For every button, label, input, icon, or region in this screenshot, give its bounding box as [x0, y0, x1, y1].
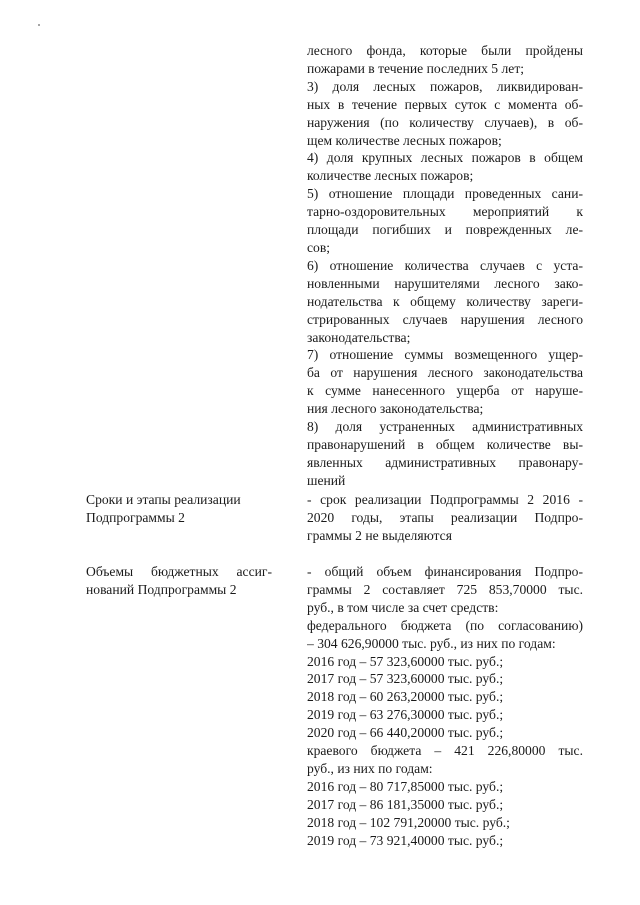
indicator-text-line: стрированных случаев нарушения лесного — [307, 311, 583, 327]
indicator-text-line: нодательства к общему количеству зареги- — [307, 293, 583, 309]
timing-label-line: Подпрограммы 2 — [86, 509, 185, 525]
timing-label-line: Сроки и этапы реализации — [86, 492, 241, 507]
budget-label — [86, 563, 272, 599]
indicators-list — [307, 42, 583, 490]
indicator-text-line: законодательства; — [307, 329, 411, 345]
budget-value-line: – 304 626,90000 тыс. руб., из них по годам: — [307, 635, 556, 651]
indicator-text-line: количестве лесных пожаров; — [307, 168, 474, 184]
indicator-text-line: 5) отношение площади проведенных сани- — [307, 186, 583, 202]
budget-value-line: руб., в том числе за счет средств: — [307, 599, 499, 615]
budget-value-line: 2016 год – 80 717,85000 тыс. руб.; — [307, 778, 504, 794]
indicator-text-line: шений — [307, 472, 346, 488]
indicator-text-line: ба от нарушения лесного законодательства — [307, 365, 583, 381]
timing-value-line: 2020 годы, этапы реализации Подпро- — [307, 509, 583, 525]
indicator-text-line: ных в течение первых суток с момента об- — [307, 96, 583, 112]
timing-value-line: - срок реализации Подпрограммы 2 2016 - — [307, 492, 583, 507]
indicator-text-line: сов; — [307, 239, 331, 255]
indicator-text-line: ния лесного законодательства; — [307, 401, 484, 417]
budget-value-line: 2017 год – 86 181,35000 тыс. руб.; — [307, 796, 504, 812]
indicator-text-line: лесного фонда, которые были пройдены — [307, 43, 583, 58]
indicator-text-line: площади погибших и поврежденных ле- — [307, 222, 583, 238]
budget-value-line: граммы 2 составляет 725 853,70000 тыс. — [307, 581, 583, 597]
scan-speck — [38, 24, 40, 26]
budget-value-line: 2018 год – 102 791,20000 тыс. руб.; — [307, 814, 510, 830]
timing-value-line: граммы 2 не выделяются — [307, 527, 452, 543]
budget-label-line: Объемы бюджетных ассиг- — [86, 564, 272, 579]
timing-value — [307, 491, 583, 545]
indicator-text-line: правонарушений в общем количестве вы- — [307, 436, 583, 452]
budget-value-line: - общий объем финансирования Подпро- — [307, 564, 583, 579]
budget-value-line: краевого бюджета – 421 226,80000 тыс. — [307, 743, 583, 759]
budget-value-line: 2020 год – 66 440,20000 тыс. руб.; — [307, 725, 504, 741]
indicator-text-line: 4) доля крупных лесных пожаров в общем — [307, 150, 583, 166]
indicator-text-line: 6) отношение количества случаев с уста- — [307, 257, 583, 273]
indicator-text-line: щем количестве лесных пожаров; — [307, 132, 502, 148]
budget-value-line: федерального бюджета (по согласованию) — [307, 617, 583, 633]
budget-label-line: нований Подпрограммы 2 — [86, 581, 237, 597]
indicator-text-line: новленными нарушителями лесного зако- — [307, 275, 583, 291]
budget-value-line: 2016 год – 57 323,60000 тыс. руб.; — [307, 653, 504, 669]
indicator-text-line: 7) отношение суммы возмещенного ущер- — [307, 347, 583, 363]
indicator-text-line: к сумме нанесенного ущерба от наруше- — [307, 383, 583, 399]
budget-value-line: 2019 год – 63 276,30000 тыс. руб.; — [307, 707, 504, 723]
indicator-text-line: явленных административных правонару- — [307, 454, 583, 470]
indicator-text-line: тарно-оздоровительных мероприятий к — [307, 204, 583, 220]
budget-value-line: руб., из них по годам: — [307, 760, 433, 776]
budget-value-line: 2017 год – 57 323,60000 тыс. руб.; — [307, 671, 504, 687]
budget-value-line: 2019 год – 73 921,40000 тыс. руб.; — [307, 832, 504, 848]
budget-value — [307, 563, 583, 850]
timing-label — [86, 491, 272, 527]
indicator-text-line: наружения (по количеству случаев), в об- — [307, 114, 583, 130]
indicator-text-line: 3) доля лесных пожаров, ликвидирован- — [307, 78, 583, 94]
budget-value-line: 2018 год – 60 263,20000 тыс. руб.; — [307, 689, 504, 705]
indicator-text-line: 8) доля устраненных административных — [307, 419, 583, 435]
indicator-text-line: пожарами в течение последних 5 лет; — [307, 60, 525, 76]
